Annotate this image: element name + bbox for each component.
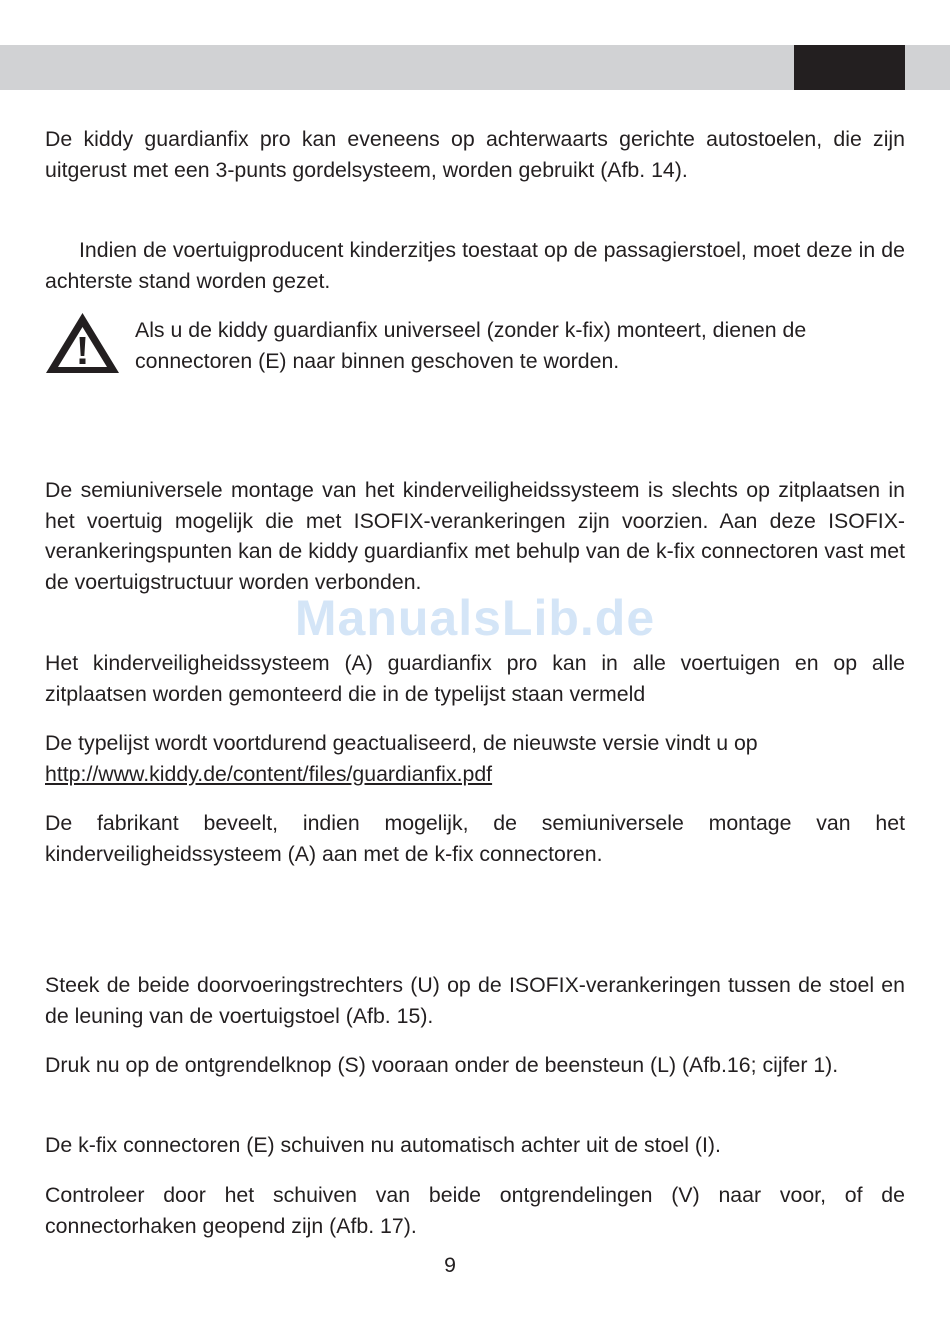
warning-triangle-icon [45,312,120,374]
paragraph-type-list-update [45,728,905,789]
paragraph-guide-funnels: Steek de beide doorvoeringstrechters (U) op de ISOFIX-verankeringen tussen de stoel en de leuning van de voertuigstoel (Afb. 15). [45,973,905,1028]
warning-text: Als u de kiddy guardianfix universeel (zonder k-fix) monteert, dienen de connectoren (E) naar binnen geschoven te worden. [135,318,807,373]
watermark: ManualsLib.de [294,590,656,646]
paragraph-manufacturer-recommendation: De fabrikant beveelt, indien mogelijk, de semiuniversele montage van het kinderveiligheidssysteem (A) aan met de k-fix connectoren. [45,811,905,866]
paragraph-type-list: Het kinderveiligheidssysteem (A) guardianfix pro kan in alle voertuigen en op alle zitplaatsen worden gemonteerd die in de typelijst staan vermeld [45,651,905,706]
paragraph-rear-facing: De kiddy guardianfix pro kan eveneens op achterwaarts gerichte autostoelen, die zijn uitgerust met een 3-punts gordelsysteem, worden gebruikt (Afb. 14). [45,127,905,182]
page-number: 9 [444,1253,456,1277]
paragraph-passenger-seat: Indien de voertuigproducent kinderzitjes toestaat op de passagierstoel, moet deze in de achterste stand worden gezet. [45,238,905,293]
guardianfix-pdf-link[interactable]: http://www.kiddy.de/content/files/guardianfix.pdf [45,761,493,786]
paragraph-connectors-slide: De k-fix connectoren (E) schuiven nu automatisch achter uit de stoel (I). [45,1133,721,1157]
paragraph-semiuniversal: De semiuniversele montage van het kinderveiligheidssysteem is slechts op zitplaatsen in het voertuig mogelijk die met ISOFIX-verankeringen zijn voorzien. Aan deze ISOFIX-verankeringspunten kan de kiddy guardianfix met behulp van de k-fix connectoren vast met de voertuigstructuur worden verbonden. [45,478,905,594]
type-list-text: De typelijst wordt voortdurend geactualiseerd, de nieuwste versie vindt u op [45,731,758,755]
paragraph-check-hooks: Controleer door het schuiven van beide ontgrendelingen (V) naar voor, of de connectorhaken geopend zijn (Afb. 17). [45,1183,905,1238]
paragraph-release-button: Druk nu op de ontgrendelknop (S) vooraan onder de beensteun (L) (Afb.16; cijfer 1). [45,1053,839,1077]
header-tab [794,45,905,90]
